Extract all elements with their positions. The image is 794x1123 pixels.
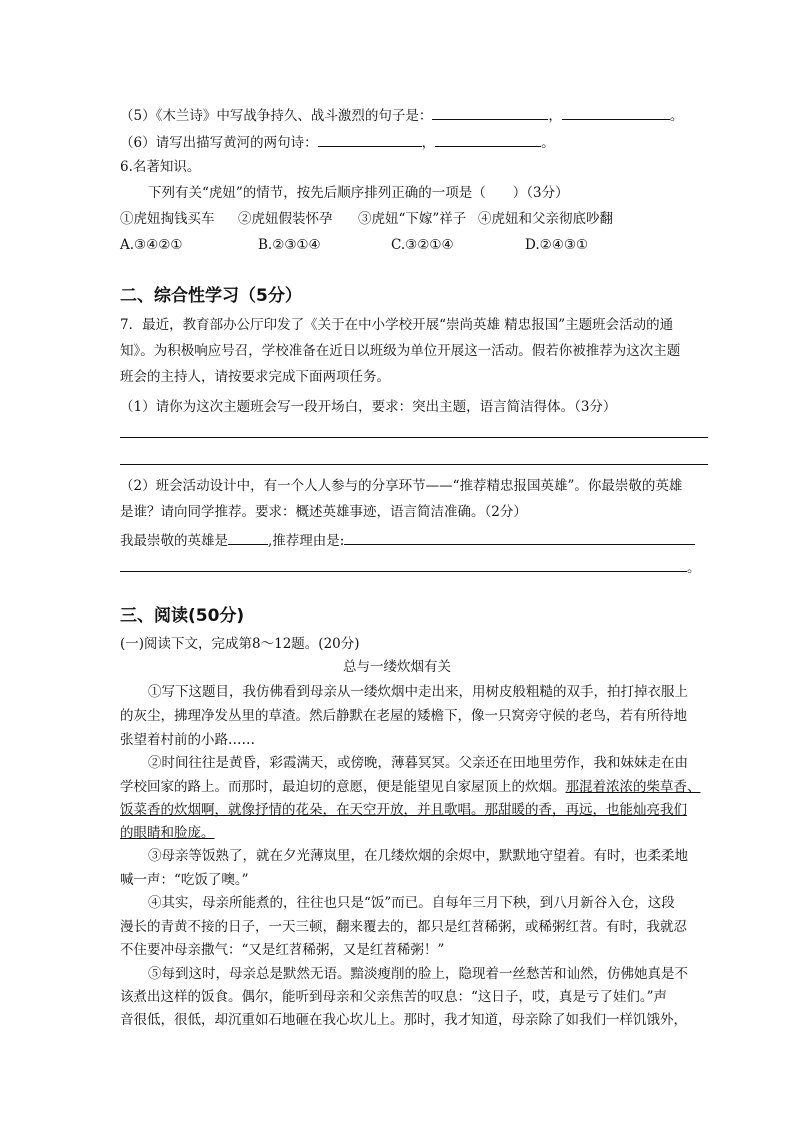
- q6-option-d[interactable]: D.②④③①: [525, 237, 589, 253]
- q6-separator: ，: [421, 135, 436, 151]
- p4-line-3: 不住要冲母亲撒气：“又是红苕稀粥，又是红苕稀粥！”: [120, 942, 445, 958]
- hero-name-blank[interactable]: [228, 529, 268, 545]
- p4-line-1: ④其实，母亲所能煮的，往往也只是“饭”而已。自每年三月下秧，到八月新谷入仓，这段: [148, 895, 675, 911]
- q7-2-fill-line-2: [120, 556, 701, 578]
- q7-2-prompt-line-2: 是谁？请向同学推荐。要求：概述英雄事迹，语言简洁准确。（2分）: [120, 504, 527, 520]
- q6-answer-blank-2[interactable]: [435, 131, 541, 147]
- q6-answer-blank-1[interactable]: [318, 131, 422, 147]
- q7-2-fill-line: [120, 529, 695, 551]
- q7-2-fill-prefix: 我最崇敬的英雄是: [120, 533, 228, 549]
- q6-event-1: ①虎妞掏钱买车: [120, 211, 215, 227]
- q5-line: [120, 104, 683, 126]
- q6-option-a[interactable]: A.③④②①: [120, 237, 183, 253]
- q6-event-4: ④虎妞和父亲彻底吵翻: [478, 211, 613, 227]
- p5-line-3: 音很低，很低，却沉重如石地砸在我心坎儿上。那时，我才知道，母亲除了如我们一样饥饿外，: [120, 1012, 687, 1028]
- section-2-heading: 二、综合性学习（5分）: [120, 286, 302, 306]
- p5-line-1: ⑤每到这时，母亲总是默然无语。黯淡瘦削的脸上，隐现着一丝愁苦和讪然，仿佛她真是不: [148, 966, 688, 982]
- p1-line-1: ①写下这题目，我仿佛看到母亲从一缕炊烟中走出来，用树皮般粗糙的双手，拍打掉衣服上: [148, 684, 688, 700]
- p5-line-2: 该煮出这样的饭食。偶尔，能听到母亲和父亲焦苦的叹息：“这日子，哎，真是亏了娃们。”声: [120, 989, 668, 1005]
- q5-answer-blank-1[interactable]: [432, 104, 548, 120]
- section-3-heading: 三、阅读(50分): [120, 606, 245, 626]
- p2-line-2-plain: 学校回家的路上。而那时，最迫切的意愿，便是能望见自家屋顶上的炊烟。: [120, 779, 566, 795]
- q7-2-fill-mid: ,推荐理由是:: [268, 533, 345, 549]
- p1-line-2: 的灰尘，拂理净发丛里的草渣。然后静默在老屋的矮檐下，像一只窝旁守候的老鸟，若有所待地: [120, 708, 687, 724]
- q5-answer-blank-2[interactable]: [562, 104, 670, 120]
- reason-blank[interactable]: [344, 529, 695, 545]
- reading-1-intro: (一)阅读下文，完成第8～12题。(20分): [120, 636, 360, 652]
- p1-line-3: 张望着村前的小路……: [120, 732, 255, 748]
- q7-text-line-1: 7．最近，教育部办公厅印发了《关于在中小学校开展“崇尚英雄 精忠报国”主题班会活动的通: [120, 317, 674, 333]
- q7-1-answer-line-2[interactable]: [120, 464, 708, 465]
- p2-underlined-sentence-start: 那混着浓浓的柴草香、: [565, 779, 701, 795]
- essay-title: 总与一缕炊烟有关: [343, 659, 451, 675]
- p2-underlined-line-4: 的眼睛和脸庞。: [120, 825, 215, 841]
- p3-line-1: ③母亲等饭熟了，就在夕光薄岚里，在几缕炊烟的余烬中，默默地守望着。有时，也柔柔地: [148, 848, 688, 864]
- q7-text-line-2: 知》。为积极响应号召，学校准备在近日以班级为单位开展这一活动。假若你被推荐为这次主题: [120, 343, 681, 359]
- q7-1-prompt: （1）请你为这次主题班会写一段开场白，要求：突出主题，语言简洁得体。（3分）: [120, 399, 617, 415]
- p2-line-2: [120, 777, 701, 797]
- reason-blank-continued[interactable]: [120, 556, 687, 572]
- q5-separator: ，: [548, 108, 562, 124]
- q5-text: （5）《木兰诗》中写战争持久、战斗激烈的句子是：: [120, 108, 433, 124]
- q7-text-line-3: 班会的主持人，请按要求完成下面两项任务。: [120, 369, 390, 385]
- q6-text: （6）请写出描写黄河的两句诗：: [120, 135, 318, 151]
- q6-title: 6.名著知识。: [120, 159, 201, 175]
- q6-end: 。: [541, 135, 555, 151]
- q7-2-fill-end: 。: [687, 560, 701, 576]
- q7-1-answer-line-1[interactable]: [120, 437, 708, 438]
- q5-end: 。: [669, 108, 684, 124]
- p2-line-1: ②时间往往是黄昏，彩霞满天，或傍晚，薄暮冥冥。父亲还在田地里劳作，我和妹妹走在由: [148, 755, 688, 771]
- q6-question: 下列有关“虎妞”的情节，按先后顺序排列正确的一项是（ ）（3分）: [148, 185, 569, 201]
- q6-event-2: ②虎妞假装怀孕: [238, 211, 333, 227]
- q6-option-c[interactable]: C.③②①④: [391, 237, 454, 253]
- p3-line-2: 喊一声：“吃饭了噢。”: [120, 872, 249, 888]
- p2-underlined-line-3: 饭菜香的炊烟啊，就像抒情的花朵，在天空开放，并且歌唱。那甜暖的香，再远，也能灿亮我们: [120, 802, 687, 818]
- p4-line-2: 漫长的青黄不接的日子，一天三顿，翻来覆去的，都只是红苕稀粥，或稀粥红苕。有时，我就忍: [120, 919, 687, 935]
- q6-event-3: ③虎妞“下嫁”祥子: [358, 211, 467, 227]
- q7-2-prompt-line-1: （2）班会活动设计中，有一个人人参与的分享环节——“推荐精忠报国英雄”。你最崇敬的英雄: [120, 478, 683, 494]
- q6-line: [120, 131, 555, 153]
- q6-option-b[interactable]: B.②③①④: [258, 237, 321, 253]
